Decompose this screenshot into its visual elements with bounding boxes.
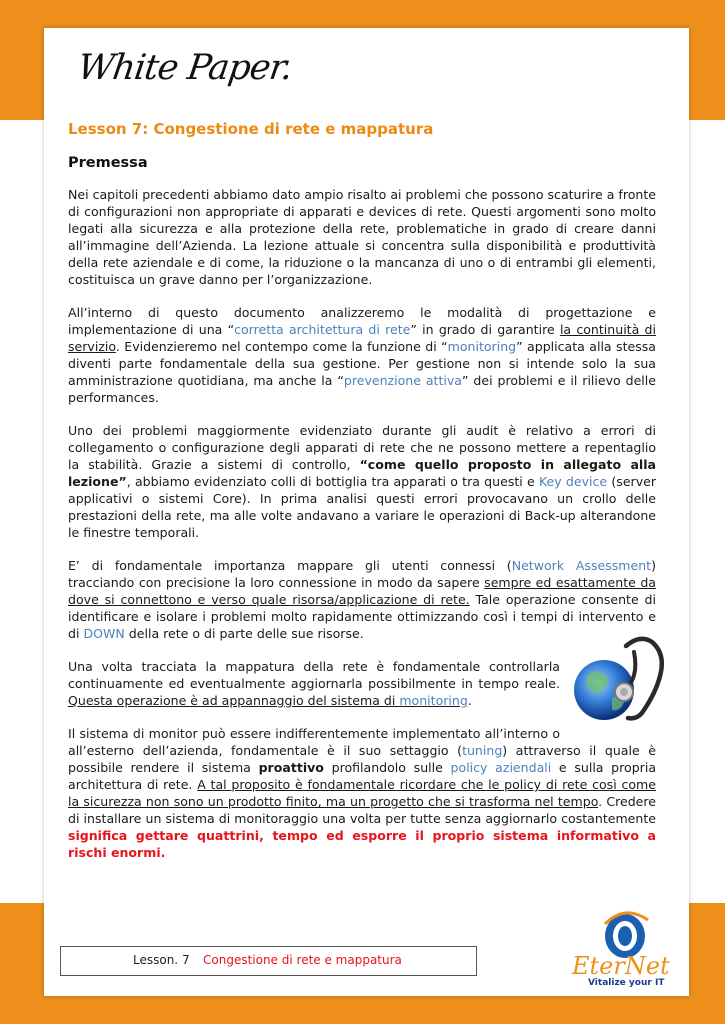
white-paper-brand: White Paper. [75, 48, 295, 88]
logo-wordmark: EterNet [572, 952, 670, 980]
paragraph-5: Una volta tracciata la mappatura della rete è fondamentale controllarla continuamente ed eventualmente aggiornarla possibilmente in tempo reale. Questa operazione è ad appannaggio del sistema di monitoring. [68, 658, 656, 709]
bold-proattivo: proattivo [258, 760, 324, 775]
document-body [68, 186, 656, 877]
paragraph-4: E’ di fondamentale importanza mappare gli utenti connessi (Network Assessment) tracciando con precisione la loro connessione in modo da sapere sempre ed esattamente da dove si connettono e verso quale risorsa/applicazione di rete. Tale operazione consente di identificare e isolare i problemi molto rapidamente ottimizzando così i tempi di intervento e di DOWN della rete o di parte delle sue risorse. [68, 558, 656, 641]
highlight-key-device: Key device [538, 474, 608, 489]
highlight-monitoring: monitoring [447, 339, 517, 354]
highlight-down: DOWN [83, 626, 125, 641]
paragraph-6: Il sistema di monitor può essere indifferentemente implementato all’interno o all’esterno dell’azienda, fondamentale è il suo settaggio (tuning) attraverso il quale è possibile rendere il sistema proattivo profilandolo sulle policy aziendali e sulla propria architettura di rete. A tal proposito è fondamentale ricordare che le policy di rete così come la sicurezza non sono un prodotto finito, ma un progetto che si trasforma nel tempo. Credere di installare un sistema di monitoraggio una volta per tutte senza aggiornarlo costantemente significa gettare quattrini, tempo ed esporre il proprio sistema informativo a rischi enormi. [68, 726, 657, 860]
underline-appannaggio: Questa operazione è ad appannaggio del sistema di monitoring [68, 693, 468, 708]
bold-allegato: “come quello proposto in allegato alla lezione” [68, 457, 656, 489]
section-title: Premessa [68, 155, 148, 171]
footer-lesson-label: Lesson. 7 [133, 953, 190, 967]
lesson-title: Lesson 7: Congestione di rete e mappatura [68, 120, 434, 138]
highlight-tuning: tuning [462, 743, 503, 758]
underline-continuita: la continuità di servizio [68, 322, 656, 354]
logo-tagline: Vitalize your IT [588, 978, 665, 988]
highlight-architettura: corretta architettura di rete [234, 322, 411, 337]
underline-policy-rete: A tal proposito è fondamentale ricordare che le policy di rete così come la sicurezza non sono un prodotto finito, ma un progetto che si trasforma nel tempo [68, 777, 656, 809]
footer-lesson-title: Congestione di rete e mappatura [203, 953, 402, 967]
highlight-prevenzione: prevenzione attiva [343, 373, 462, 388]
paragraph-1: Nei capitoli precedenti abbiamo dato ampio risalto ai problemi che possono scaturire a fronte di configurazioni non appropriate di apparati e devices di rete. Questi argomenti sono molto legati alla sicurezza e alla protezione della rete, problematiche in grado di creare danni all’immagine dell’Azienda. La lezione attuale si concentra sulla disponibilità e produttività della rete aziendale e di come, la riduzione o la mancanza di uno o di entrambi gli elementi, costituisca un grave danno per l’organizzazione. [68, 187, 656, 287]
paragraph-2: All’interno di questo documento analizzeremo le modalità di progettazione e implementazione di una “corretta architettura di rete” in grado di garantire la continuità di servizio. Evidenzieremo nel contempo come la funzione di “monitoring” applicata alla stessa diventi parte fondamentale della sua gestione. Per gestione non si intende solo la sua amministrazione quotidiana, ma anche la “prevenzione attiva” dei problemi e il rilievo delle performances. [68, 305, 656, 405]
highlight-network-assessment: Network Assessment [511, 558, 652, 573]
red-warning: significa gettare quattrini, tempo ed esporre il proprio sistema informativo a rischi enormi. [68, 828, 656, 860]
paragraph-3: Uno dei problemi maggiormente evidenziato durante gli audit è relativo a errori di collegamento o configurazione degli apparati di rete che ne possono mettere a repentaglio la stabilità. Grazie a sistemi di controllo, “come quello proposto in allegato alla lezione”, abbiamo evidenziato colli di bottiglia tra apparati o tra questi e Key device (server applicativi o sistemi Core). In prima analisi questi errori provocavano un crollo delle prestazioni della rete, ma alle volte andavano a variare le operazioni di Back-up alterandone le finestre temporali. [68, 423, 656, 540]
footer-lesson-box [60, 946, 477, 976]
highlight-monitoring-2: monitoring [399, 693, 468, 708]
globe-stethoscope-image [568, 632, 668, 728]
highlight-policy: policy aziendali [450, 760, 552, 775]
underline-connessione: sempre ed esattamente da dove si connettono e verso quale risorsa/applicazione di rete. [68, 575, 656, 607]
